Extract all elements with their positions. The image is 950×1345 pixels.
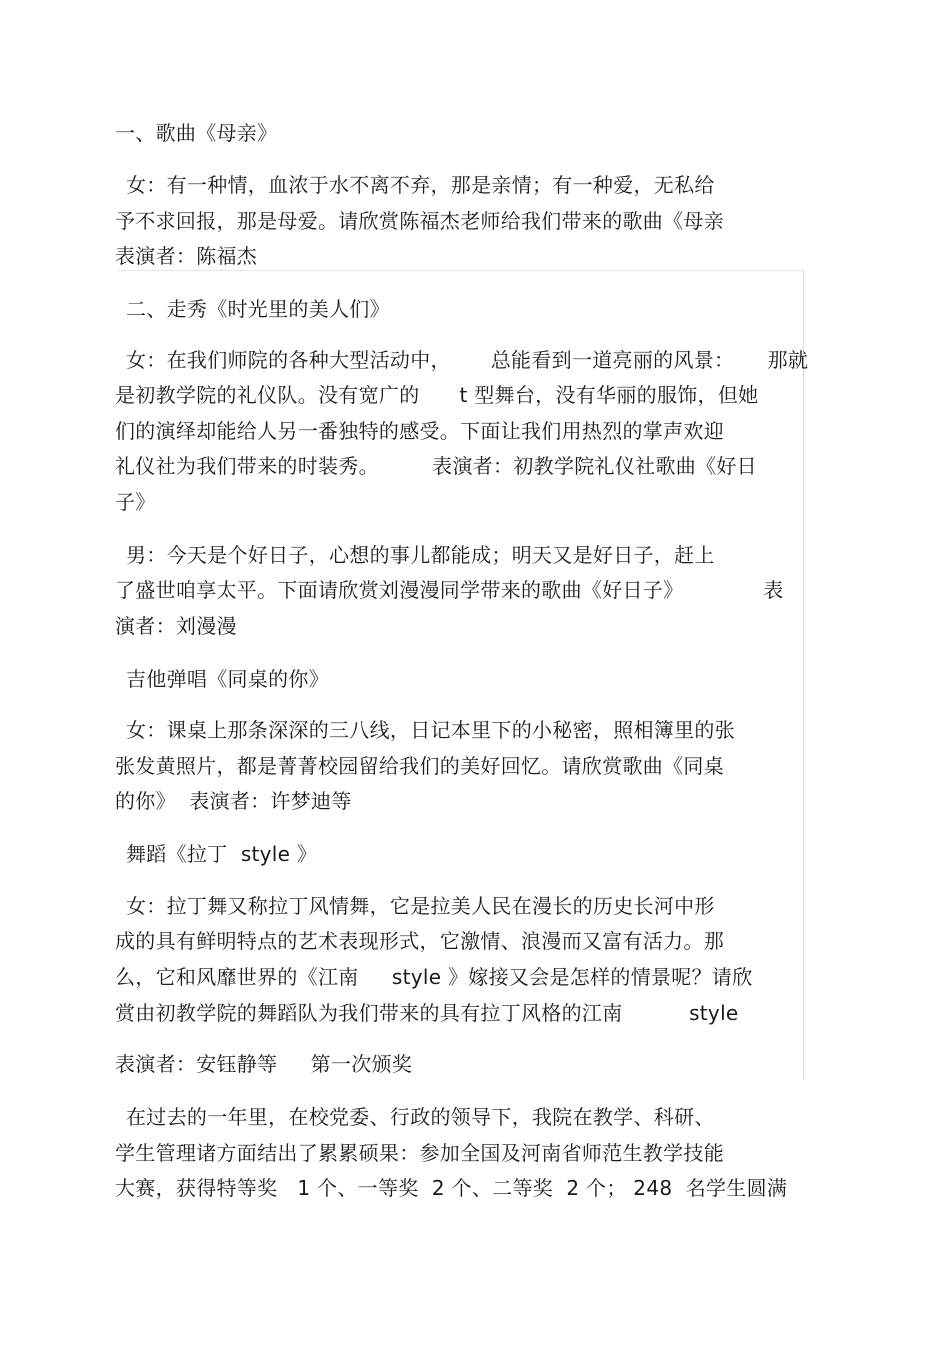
performer-line: 演者：刘漫漫	[115, 614, 237, 638]
performer-line: 的你》 表演者：许梦迪等	[115, 789, 352, 813]
paragraph-line: 成的具有鲜明特点的艺术表现形式，它激情、浪漫而又富有活力。那	[115, 929, 724, 953]
paragraph-line: 男：今天是个好日子，心想的事儿都能成；明天又是好日子，赶上	[126, 543, 715, 567]
performer-line: 表演者：安钰静等 第一次颁奖	[115, 1052, 413, 1076]
paragraph-line: 予不求回报，那是母爱。请欣赏陈福杰老师给我们带来的歌曲《母亲	[115, 209, 724, 233]
paragraph-line: 女：课桌上那条深深的三八线，日记本里下的小秘密，照相簿里的张	[126, 718, 735, 742]
paragraph-line: 女：拉丁舞又称拉丁风情舞，它是拉美人民在漫长的历史长河中形	[126, 894, 715, 918]
section-heading-latin-dance: 舞蹈《拉丁 style 》	[126, 842, 318, 866]
paragraph-line: 女：在我们师院的各种大型活动中， 总能看到一道亮丽的风景： 那就	[126, 348, 809, 372]
paragraph-line: 们的演绎却能给人另一番独特的感受。下面让我们用热烈的掌声欢迎	[115, 419, 724, 443]
section-heading-guitar: 吉他弹唱《同桌的你》	[126, 667, 329, 691]
paragraph-line: 么，它和风靡世界的《江南 style 》嫁接又会是怎样的情景呢？请欣	[115, 965, 753, 989]
paragraph-line: 在过去的一年里，在校党委、行政的领导下，我院在教学、科研、	[126, 1105, 715, 1129]
paragraph-line: 赏由初教学院的舞蹈队为我们带来的具有拉丁风格的江南 style	[115, 1001, 739, 1025]
section-heading-song-mother: 一、歌曲《母亲》	[115, 121, 278, 145]
paragraph-line: 大赛，获得特等奖 1 个、一等奖 2 个、二等奖 2 个； 248 名学生圆满	[115, 1176, 788, 1200]
paragraph-line: 子》	[115, 490, 156, 514]
paragraph-line: 女：有一种情，血浓于水不离不弃，那是亲情；有一种爱，无私给	[126, 173, 715, 197]
paragraph-line: 是初教学院的礼仪队。没有宽广的 t 型舞台，没有华丽的服饰，但她	[115, 383, 759, 407]
paragraph-line: 学生管理诸方面结出了累累硕果：参加全国及河南省师范生教学技能	[115, 1141, 724, 1165]
paragraph-line: 了盛世咱享太平。下面请欣赏刘漫漫同学带来的歌曲《好日子》 表	[115, 578, 784, 602]
section-heading-catwalk: 二、走秀《时光里的美人们》	[126, 297, 390, 321]
performer-line: 表演者：陈福杰	[115, 244, 258, 268]
paragraph-line: 礼仪社为我们带来的时装秀。 表演者：初教学院礼仪社歌曲《好日	[115, 454, 757, 478]
paragraph-line: 张发黄照片，都是菁菁校园留给我们的美好回忆。请欣赏歌曲《同桌	[115, 754, 724, 778]
